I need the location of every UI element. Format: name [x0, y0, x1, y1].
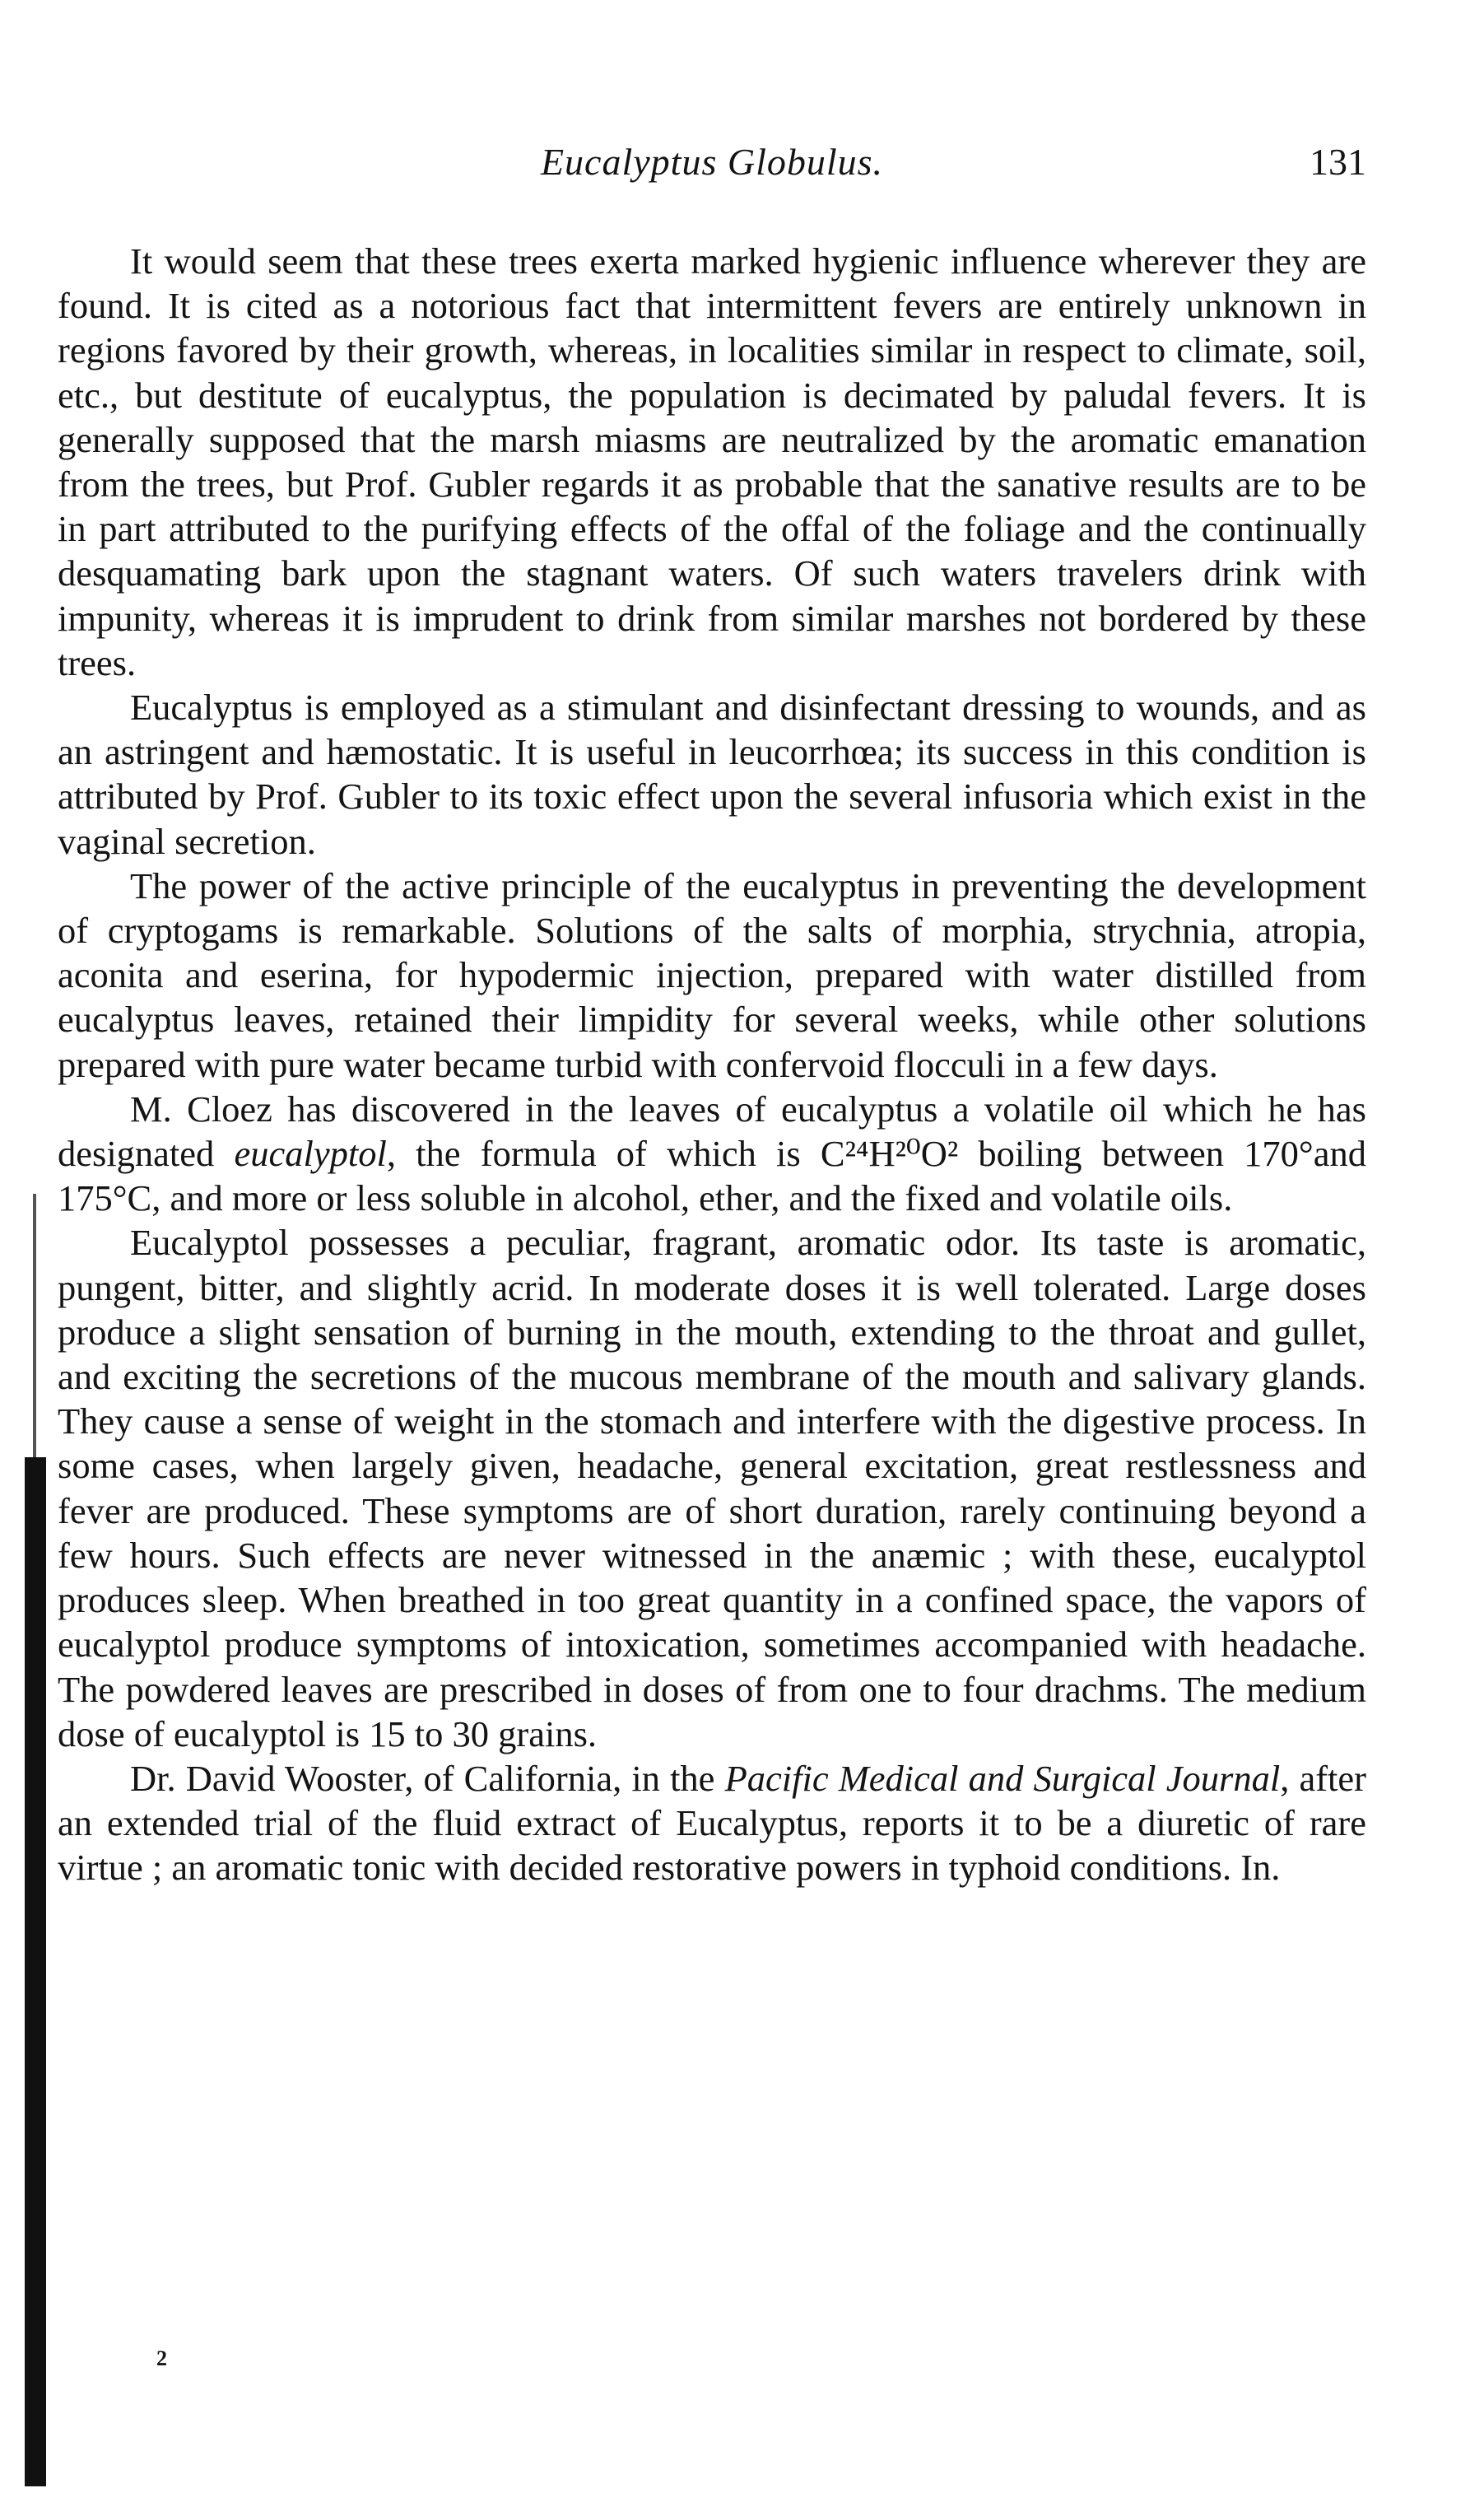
paragraph-eucalyptol-effects: Eucalyptol possesses a peculiar, fragrant, aromatic odor. Its taste is aromatic, pungent, bitter, and slightly acrid. In moderate doses it is well tolerated. Large doses produce a slight sensation of burning in the mouth, extending to the throat and gullet, and exciting the secretions of the mucous membrane of the mouth and salivary glands. They cause a sense of weight in the stomach and interfere with the digestive process. In some cases, when largely given, headache, general excitation, great restlessness and fever are produced. These symptoms are of short duration, rarely continuing beyond a few hours. Such effects are never witnessed in the anæmic ; with these, eucalyptol produces sleep. When breathed in too great quantity in a confined space, the vapors of eucalyptol produce symptoms of intoxication, sometimes accompanied with headache. The powdered leaves are prescribed in doses of from one to four drachms. The medium dose of eucalyptol is 15 to 30 grains. [58, 1222, 1366, 1754]
binding-edge [25, 1457, 46, 2486]
paragraph-text: Dr. David Wooster, of California, in the [130, 1757, 725, 1799]
paragraph-dressing-uses: Eucalyptus is employed as a stimulant and disinfectant dressing to wounds, and as an astringent and hæmostatic. It is useful in leucorrhœa; its success in this condition is attributed by Prof. Gubler to its toxic effect upon the several infusoria which exist in the vaginal secretion. [58, 687, 1366, 862]
signature-mark: 2 [156, 2346, 167, 2370]
paragraph-text: , the formula of which is C²⁴H²⁰O² boiling between 170°and 175°C, and more or less soluble in alcohol, ether, and the fixed and volatile oils. [58, 1133, 1366, 1219]
body-text [58, 239, 1366, 1890]
page-number: 131 [1310, 141, 1366, 183]
running-title: Eucalyptus Globulus. [540, 141, 884, 183]
paragraph-cryptogams: The power of the active principle of the eucalyptus in preventing the development of cryptogams is remarkable. Solutions of the salts of morphia, strychnia, atropia, aconita and eserina, for hypodermic injection, prepared with water distilled from eucalyptus leaves, retained their limpidity for several weeks, while other solutions prepared with pure water became turbid with confervoid flocculi in a few days. [58, 864, 1366, 1085]
paragraph-cloez-eucalyptol [58, 1087, 1366, 1221]
journal-title: Pacific Medical and Surgical Journal [724, 1757, 1281, 1799]
paragraph-wooster [58, 1756, 1366, 1890]
italic-term: eucalyptol [234, 1133, 387, 1175]
scan-edge-shadow [33, 1194, 36, 1457]
page-header [58, 140, 1366, 214]
paragraph-hygienic-influence: It would seem that these trees exerta marked hygienic influence wherever they are found. It is cited as a notorious fact that intermittent fevers are entirely unknown in regions favored by their growth, whereas, in localities similar in respect to climate, soil, etc., but destitute of eucalyptus, the population is decimated by paludal fevers. It is generally supposed that the marsh miasms are neutralized by the aromatic emanation from the trees, but Prof. Gubler regards it as probable that the sanative results are to be in part attributed to the purifying effects of the offal of the foliage and the continually desquamating bark upon the stagnant waters. Of such waters travelers drink with impunity, whereas it is imprudent to drink from similar marshes not bordered by these trees. [58, 240, 1366, 683]
paragraph-text: M. Cloez has discovered in the leaves of eucalyptus a volatile oil which he has designated [58, 1088, 1366, 1175]
paragraph-text: , after an extended trial of the fluid extract of Eucalyptus, reports it to be a diuretic of rare virtue ; an aromatic tonic with decided restorative powers in typhoid conditions. In. [58, 1757, 1366, 1889]
